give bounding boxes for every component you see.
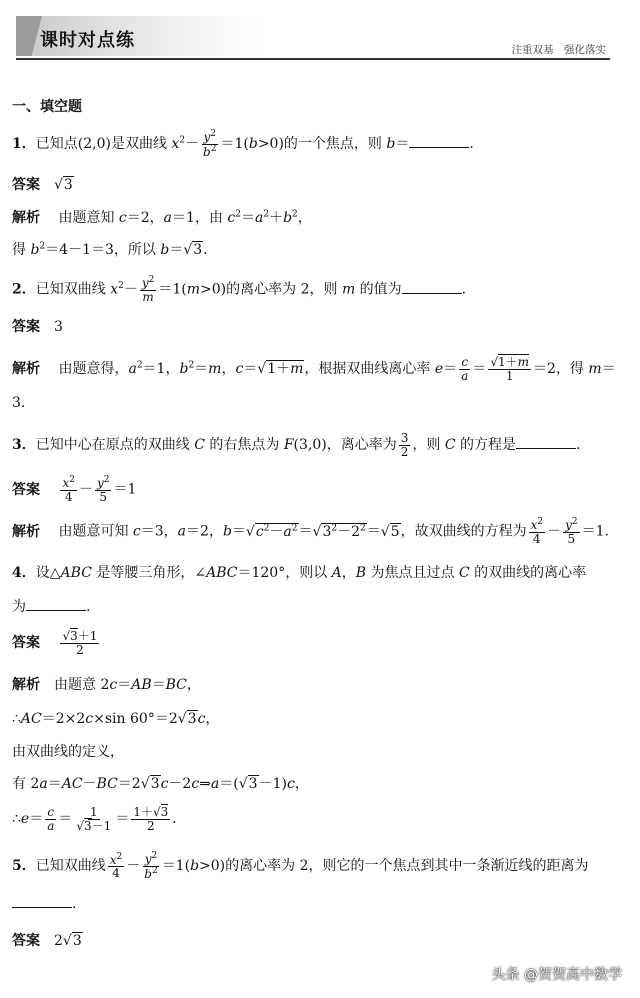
- question-4-line2: 为 .: [12, 599, 91, 615]
- solution-1: 解析 由题意知 c＝2，a＝1，由 $c^2=a^2+b^2$，: [12, 209, 312, 226]
- solution-2: 解析 由题意得，$a^2=1$，$b^2=m$，c＝√1＋m，根据双曲线离心率 e＝ $\frac{c}{a}$ ＝ $\frac{√1+m}{1}$ ＝2，得 m＝: [12, 355, 616, 383]
- answer-4: 答案 $\frac{√3+1}{2}$: [12, 629, 98, 657]
- question-5-line2: .: [12, 896, 76, 912]
- page-header: [0, 0, 640, 62]
- question-4: 4．设△ABC 是等腰三角形，∠ABC＝120°，则以 A，B 为焦点且过点 C 的双曲线的离心率: [12, 565, 587, 581]
- answer-3: 答案 $\frac{x^2}{4}$ － $\frac{y^2}{5}$ ＝1: [12, 475, 137, 504]
- solution-2-line2: 3.: [12, 395, 26, 411]
- watermark: 头条 @贺贺高中数学: [491, 967, 622, 983]
- answer-5: 答案 2√3: [12, 933, 82, 949]
- solution-4-line2: ∴AC＝2×2c×sin 60°＝2√3c，: [12, 711, 220, 727]
- question-2: 2．已知双曲线 $x^2-$ $\frac{y^2}{m}$ ＝1(m>0)的离心率为 2，则 m 的值为 .: [12, 275, 467, 304]
- solution-1-line2: 得 $b^2=4-1=3$，所以 b＝√3.: [12, 241, 208, 258]
- answer-2: 答案 3: [12, 319, 63, 335]
- question-3: 3．已知中心在原点的双曲线 C 的右焦点为 F(3,0)，离心率为 $\frac{3}{2}$ ，则 C 的方程是 .: [12, 431, 581, 459]
- question-5: 5．已知双曲线 $\frac{x^2}{4}$ － $\frac{y^2}{b^2}$ ＝1(b>0)的离心率为 2，则它的一个焦点到其中一条渐近线的距离为: [12, 851, 589, 881]
- solution-4-line5: ∴e＝ $\frac{c}{a}$ ＝ $\frac{1}{√3-1}$ ＝ $\frac{1+√3}{2}$ .: [12, 805, 177, 833]
- solution-4: 解析 由题意 2c＝AB＝BC，: [12, 677, 201, 693]
- solution-4-line3: 由双曲线的定义，: [12, 744, 124, 760]
- page-title: 课时对点练: [40, 30, 135, 51]
- header-slogan: 注重双基 强化落实: [511, 44, 606, 56]
- header-divider: [16, 58, 610, 60]
- question-1: 1．已知点(2,0)是双曲线 $x^2-$ $\frac{y^2}{b^2}$ ＝1(b>0)的一个焦点，则 b＝ .: [12, 129, 474, 159]
- answer-1: 答案 √3: [12, 177, 73, 193]
- solution-3: 解析 由题意可知 c＝3，a＝2，$b=√c^2-a^2=√3^2-2^2=√5$，故双曲线的方程为 $\frac{x^2}{4}$ － $\frac{y^2}{5}$ ＝1.: [12, 517, 609, 546]
- solution-4-line4: 有 2a＝AC－BC＝2√3c－2c⇒a＝(√3－1)c，: [12, 776, 309, 792]
- section-title: 一、填空题: [12, 99, 82, 115]
